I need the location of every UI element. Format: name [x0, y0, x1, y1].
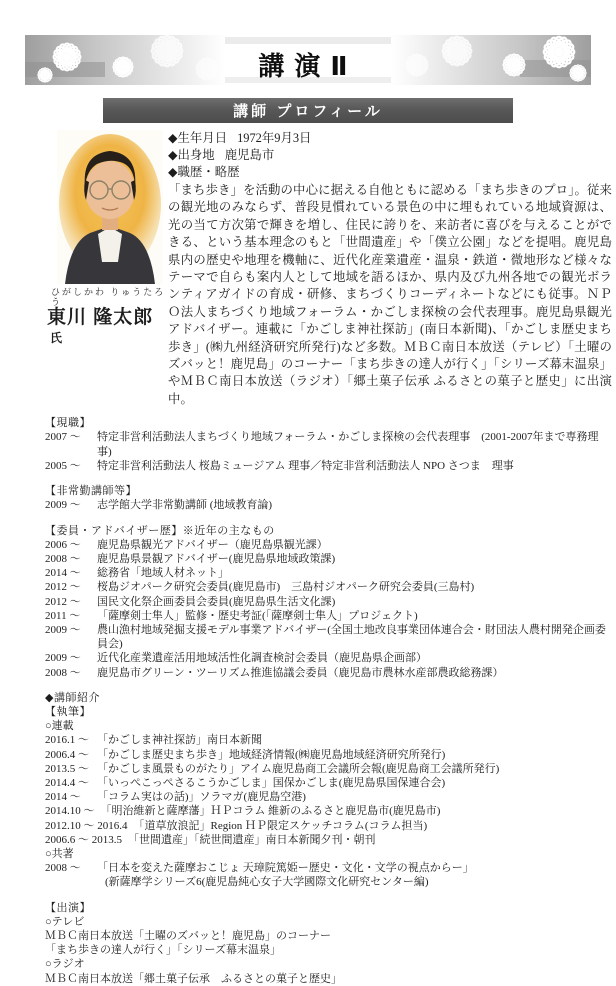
entry-row — [45, 861, 612, 875]
lecturer-name: 東川 隆太郎 — [47, 306, 154, 328]
entry-year: 2012 ～ — [45, 581, 81, 594]
section-heading: 【執筆】 — [45, 705, 91, 718]
entry-text: 特定非営利活動法人まちづくり地域フォーラム・かごしま探検の会代表理事 (2001-2007年まで専務理事) — [97, 431, 599, 458]
entry-text: 「世間遺産」「続世間遺産」南日本新聞夕刊・朝刊 — [128, 833, 376, 846]
entry-text: 桜島ジオパーク研究会委員(鹿児島市) 三島村ジオパーク研究会委員(三島村) — [97, 581, 475, 594]
entry-text: 鹿児島市グリーン・ツーリズム推進協議会委員（鹿児島市農林水産部農政総務課） — [97, 666, 504, 679]
entry-row — [45, 623, 612, 651]
lecturer-photo — [57, 130, 163, 284]
entry-text: 鹿児島県観光アドバイザー（鹿児島県観光課） — [97, 538, 328, 551]
field-label: ◆出身地 — [168, 148, 215, 162]
entry-year: 2012.10 ～ 2016.4 — [45, 819, 128, 832]
profile-field-birthdate — [168, 130, 612, 147]
entry-year: 2014 ～ — [45, 791, 81, 804]
entry-continuation: (新薩摩学シリーズ6(鹿児島純心女子大学國際文化研究センター編) — [105, 876, 429, 889]
entry-row — [45, 459, 612, 473]
field-value: 鹿児島市 — [224, 148, 275, 162]
name-furigana: ひがしかわ りゅうたろう — [51, 287, 166, 307]
entry-row — [45, 666, 612, 680]
section-gap — [45, 890, 612, 901]
entry-row — [45, 833, 612, 847]
profile-row — [45, 130, 612, 408]
entry-row — [45, 552, 612, 566]
entry-row — [45, 566, 612, 580]
entry-text: 「コラム実はの話)」ソラマガ(鹿児島空港) — [97, 791, 306, 804]
entry-text: 「薩摩剣士隼人」監修・歴史考証(「薩摩剣士隼人」プロジェクト) — [97, 609, 418, 622]
entry-text: 特定非営利活動法人 桜島ミュージアム 理事／特定非営利活動法人 NPO さつま 理事 — [97, 459, 514, 472]
biography-text: 「まち歩き」を活動の中心に据える自他ともに認める「まち歩きのプロ」。従来の観光地のみならず、普段見慣れている景色の中に埋もれている地域資源は、光の当て方次第で輝きを増し、住民に誇りを、来訪者に喜びを与えることができる、という基本理念のもと「世間遺産」や「僕立公園」などを提唱。鹿児島県内の歴史や地理を機軸に、近代化産業遺産・温泉・鉄道・微地形など様々なテーマで自らも案内人として地域を語るほか、県内及び九州各地での観光ボランティアガイドの育成・研修、まちづくりコーディネートなどにも従事。ＮＰＯ法人まちづくり地域フォーラム・かごしま探検の会代表理事。鹿児島県観光アドバイザー。連載に「かごしま神社探訪」(南日本新聞)、「かごしま歴史まち歩き」(㈱九州経済研究所発行)など多数。ＭＢＣ南日本放送（テレビ）「土曜のズバッと！鹿児島」のコーナー「まち歩きの達人が行く」「シリーズ幕末温泉」やＭＢＣ南日本放送（ラジオ）「郷土菓子伝承 ふるさとの菓子と歴史」に出演中。 — [168, 183, 612, 406]
section-title: ◆講師紹介 — [45, 691, 100, 704]
entry-year: 2008 ～ — [45, 552, 81, 565]
name-line — [47, 306, 154, 346]
entry-row — [45, 776, 612, 790]
entry-year: 2006.4 ～ — [45, 748, 89, 761]
entry-line: ○共著 — [45, 847, 74, 860]
section-gap — [45, 473, 612, 484]
page-title: 講演Ⅱ — [258, 51, 358, 81]
entry-text: 志学館大学非常勤講師 (地域教育論) — [97, 499, 273, 512]
entry-year: 2011 ～ — [45, 609, 81, 622]
entry-text: 「かごしま神社探訪」南日本新聞 — [97, 734, 262, 747]
entry-year: 2006.6 ～ 2013.5 — [45, 833, 122, 846]
entry-year: 2012 ～ — [45, 595, 81, 608]
entry-row — [45, 804, 612, 818]
entry-line: ＭＢＣ南日本放送「土曜のズバッと！鹿児島」のコーナー — [45, 929, 331, 942]
profile-left-column — [45, 130, 168, 408]
entry-row — [45, 430, 612, 458]
section-heading: 【現職】 — [45, 417, 91, 430]
field-label: ◆生年月日 — [168, 131, 228, 145]
entry-row — [45, 498, 612, 512]
entry-line: ＭＢＣ南日本放送「郷土菓子伝承 ふるさとの菓子と歴史」 — [45, 972, 342, 985]
entry-year: 2013.5 ～ — [45, 762, 89, 775]
entry-text: 農山漁村地域発掘支援モデル事業アドバイザー(全国土地改良事業団体連合会・財団法人農村開発企画委員会) — [97, 623, 606, 651]
entry-text: 近代化産業遺産活用地域活性化調査検討会委員（鹿児島県企画部） — [97, 652, 427, 665]
entry-year: 2014 ～ — [45, 567, 81, 580]
entry-row — [45, 580, 612, 594]
entry-year: 2016.1 ～ — [45, 734, 89, 747]
entry-row — [45, 819, 612, 833]
name-block — [47, 288, 168, 346]
entry-year: 2009 ～ — [45, 499, 81, 512]
profile-right-column — [168, 130, 612, 408]
entry-year: 2009 ～ — [45, 652, 81, 665]
section-gap — [45, 513, 612, 524]
entry-year: 2008 ～ — [45, 862, 81, 875]
content — [45, 130, 612, 986]
entry-row — [45, 595, 612, 609]
entry-line: 「まち歩きの達人が行く」「シリーズ幕末温泉」 — [45, 944, 281, 957]
profile-field-hometown — [168, 147, 612, 164]
entry-text: 総務省「地域人材ネット」 — [97, 567, 229, 580]
entry-text: 「日本を変えた薩摩おこじょ 天璋院篤姫ー歴史・文化・文学の視点からー」 — [97, 862, 474, 875]
entry-row — [45, 762, 612, 776]
entry-text: 「いっぺこっぺさるこうかごしま」国保かごしま(鹿児島県国保連合会) — [97, 776, 446, 789]
entry-text: 「かごしま風景ものがたり」アイム鹿児島商工会議所会報(鹿児島商工会議所発行) — [97, 762, 500, 775]
entry-text: 「道草放浪記」Region ＨＰ限定スケッチコラム(コラム担当) — [133, 819, 428, 832]
entry-row — [45, 790, 612, 804]
entry-year: 2009 ～ — [45, 623, 81, 636]
entry-row — [45, 733, 612, 747]
entry-line: ○ラジオ — [45, 958, 85, 971]
entry-row — [45, 748, 612, 762]
entry-line: ○テレビ — [45, 915, 85, 928]
entry-year: 2005 ～ — [45, 459, 81, 472]
section-heading: 【非常勤講師等】 — [45, 485, 137, 498]
portrait-graphic — [57, 130, 163, 284]
sections-list — [45, 416, 612, 986]
entry-row — [45, 538, 612, 552]
entry-year: 2014.10 ～ — [45, 805, 95, 818]
entry-line: ○連載 — [45, 720, 74, 733]
section-heading: 【委員・アドバイザー歴】※近年の主なもの — [45, 524, 275, 537]
entry-row — [45, 609, 612, 623]
entry-text: 「かごしま歴史まち歩き」地域経済情報(㈱鹿児島地域経済研究所発行) — [97, 748, 446, 761]
profile-banner: 講師 プロフィール — [103, 98, 513, 123]
entry-year: 2008 ～ — [45, 666, 81, 679]
entry-year: 2014.4 ～ — [45, 776, 89, 789]
entry-text: 国民文化祭企画委員会委員(鹿児島県生活文化課) — [97, 595, 336, 608]
field-label: ◆職歴・略歴 — [168, 165, 240, 179]
entry-year: 2007 ～ — [45, 431, 81, 444]
entry-text: 鹿児島県景観アドバイザー(鹿児島県地域政策課) — [97, 552, 336, 565]
entry-row — [45, 651, 612, 665]
honorific: 氏 — [50, 330, 63, 345]
entry-year: 2006 ～ — [45, 538, 81, 551]
entry-text: 「明治維新と薩摩藩」ＨＰコラム 維新のふるさと鹿児島市(鹿児島市) — [100, 805, 441, 818]
section-gap — [45, 680, 612, 691]
section-heading: 【出演】 — [45, 901, 91, 914]
profile-field-career — [168, 164, 612, 181]
field-value: 1972年9月3日 — [237, 131, 312, 145]
